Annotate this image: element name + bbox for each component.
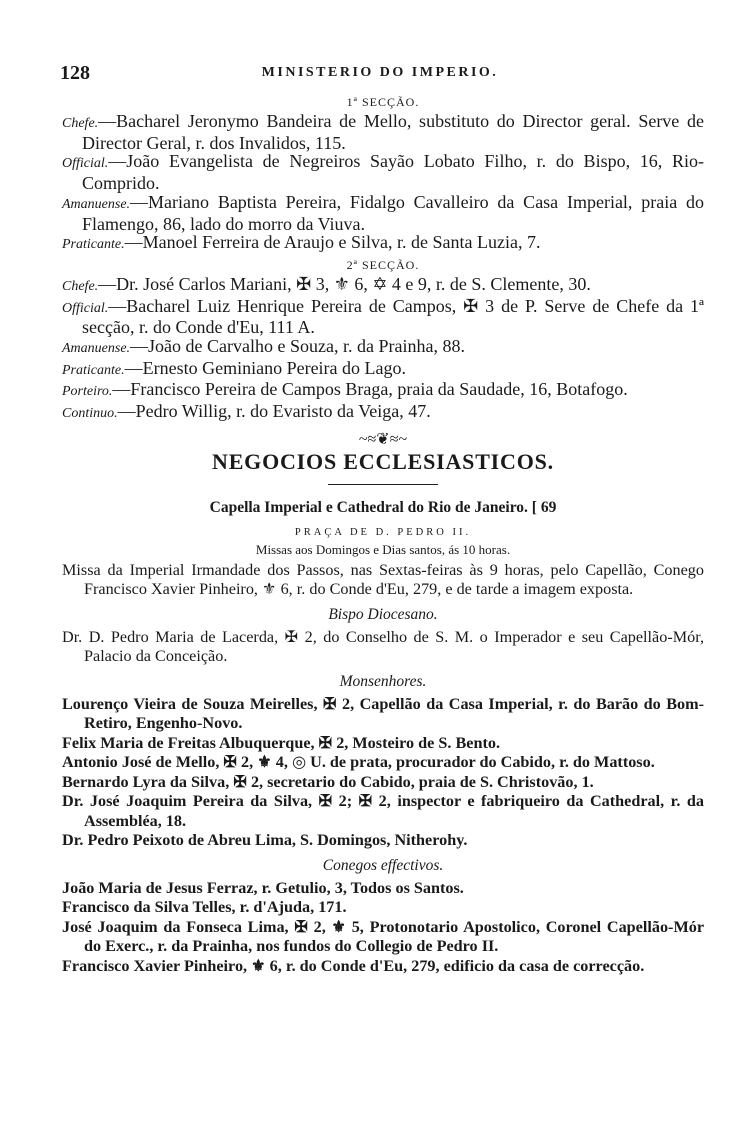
role-label: Official.: [62, 300, 109, 316]
list-item: Bernardo Lyra da Silva, ✠ 2, secretario do Cabido, praia de S. Christovão, 1.: [62, 772, 594, 791]
monsignors-list: [62, 695, 704, 851]
entry-text: —Francisco Pereira de Campos Braga, praia da Saudade, 16, Botafogo.: [112, 379, 628, 400]
entry-text: —Mariano Baptista Pereira, Fidalgo Cavalleiro da Casa Imperial, praia do Flamengo, 86, lado do morro da Viuva.: [82, 191, 704, 234]
staff-entry: [62, 275, 704, 297]
list-item: Francisco Xavier Pinheiro, ⚜ 6, r. do Conde d'Eu, 279, edificio da casa de correcção.: [62, 956, 645, 975]
role-label: Amanuense.: [62, 196, 131, 212]
staff-entry: [62, 193, 704, 233]
list-item: Felix Maria de Freitas Albuquerque, ✠ 2, Mosteiro de S. Bento.: [62, 733, 501, 752]
chapel-title: Capella Imperial e Cathedral do Rio de Janeiro. [ 69: [209, 498, 557, 516]
content-column: [62, 92, 704, 976]
role-label: Porteiro.: [62, 384, 113, 400]
section-heading-2: 2ª SECÇÃO.: [346, 257, 420, 272]
staff-entry: [62, 112, 704, 152]
canons-heading: Conegos effectivos.: [322, 856, 444, 874]
role-label: Chefe.: [62, 116, 99, 131]
section-heading-1: 1ª SECÇÃO.: [346, 95, 420, 109]
section-2-entries: [62, 275, 704, 424]
role-label: Continuo.: [62, 406, 118, 422]
section-1-entries: [62, 112, 704, 255]
chapel-place: PRAÇA DE D. PEDRO II.: [294, 526, 472, 538]
entry-text: —Dr. José Carlos Mariani, ✠ 3, ⚜ 6, ✡ 4 e 9, r. de S. Clemente, 30.: [98, 273, 591, 294]
list-item: Antonio José de Mello, ✠ 2, ⚜ 4, ◎ U. de prata, procurador do Cabido, r. do Mattoso.: [62, 753, 655, 772]
list-item: José Joaquim da Fonseca Lima, ✠ 2, ⚜ 5, Protonotario Apostolico, Coronel Capellão-Mór do Exerc., r. da Prainha, nos fundos do Collegio de Pedro II.: [62, 917, 704, 956]
list-item: João Maria de Jesus Ferraz, r. Getulio, 3, Todos os Santos.: [62, 878, 464, 897]
entry-text: —Pedro Willig, r. do Evaristo da Veiga, 47.: [117, 401, 431, 422]
role-label: Chefe.: [62, 278, 99, 294]
mass-entry: Missa da Imperial Irmandade dos Passos, nas Sextas-feiras às 9 horas, pelo Capellão, Conego Francisco Xavier Pinheiro, ⚜ 6, r. do Conde d'Eu, 279, e de tarde a imagem exposta.: [62, 560, 704, 599]
list-item: Francisco da Silva Telles, r. d'Ajuda, 171.: [62, 898, 347, 917]
staff-entry: [62, 380, 704, 402]
role-label: Official.: [62, 156, 109, 172]
list-item: Lourenço Vieira de Souza Meirelles, ✠ 2, Capellão da Casa Imperial, r. do Barão do Bom-Retiro, Engenho-Novo.: [62, 694, 704, 733]
entry-text: —Bacharel Luiz Henrique Pereira de Campos, ✠ 3 de P. Serve de Chefe da 1ª secção, r. do Conde d'Eu, 111 A.: [82, 295, 704, 338]
chapter-title: NEGOCIOS ECCLESIASTICOS.: [212, 448, 554, 474]
page-number: 128: [60, 62, 90, 84]
entry-text: —Manoel Ferreira de Araujo e Silva, r. de Santa Luzia, 7.: [124, 232, 541, 253]
page-header: [60, 62, 700, 84]
bishop-entry: Dr. D. Pedro Maria de Lacerda, ✠ 2, do Conselho de S. M. o Imperador e seu Capellão-Mór, Palacio da Conceição.: [62, 627, 704, 666]
ornamental-rule: ~≈❦≈~: [358, 430, 408, 448]
staff-entry: [62, 359, 704, 381]
role-label: Amanuense.: [62, 341, 131, 357]
entry-text: —Bacharel Jeronymo Bandeira de Mello, substituto do Director geral. Serve de Director Geral, r. dos Invalidos, 115.: [82, 111, 704, 153]
mass-times: Missas aos Domingos e Dias santos, ás 10 horas.: [255, 541, 511, 557]
staff-entry: [62, 297, 704, 337]
entry-text: —João Evangelista de Negreiros Sayão Lobato Filho, r. do Bispo, 16, Rio-Comprido.: [82, 151, 704, 194]
list-item: Dr. Pedro Peixoto de Abreu Lima, S. Domingos, Nitherohy.: [62, 831, 468, 850]
staff-entry: [62, 402, 704, 424]
entry-text: —João de Carvalho e Souza, r. da Prainha, 88.: [130, 336, 465, 357]
bishop-heading: Bispo Diocesano.: [328, 605, 438, 623]
staff-entry: [62, 337, 704, 359]
staff-entry: [62, 152, 704, 192]
list-item: Dr. José Joaquim Pereira da Silva, ✠ 2; ✠ 2, inspector e fabriqueiro da Cathedral, r. da Assembléa, 18.: [62, 792, 704, 830]
role-label: Praticante.: [62, 362, 125, 378]
canons-list: [62, 879, 704, 977]
staff-entry: [62, 233, 704, 255]
monsignors-heading: Monsenhores.: [339, 672, 427, 690]
running-title: MINISTERIO DO IMPERIO.: [261, 65, 499, 80]
role-label: Praticante.: [62, 237, 125, 253]
entry-text: —Ernesto Geminiano Pereira do Lago.: [124, 357, 407, 378]
title-divider: [328, 484, 438, 485]
